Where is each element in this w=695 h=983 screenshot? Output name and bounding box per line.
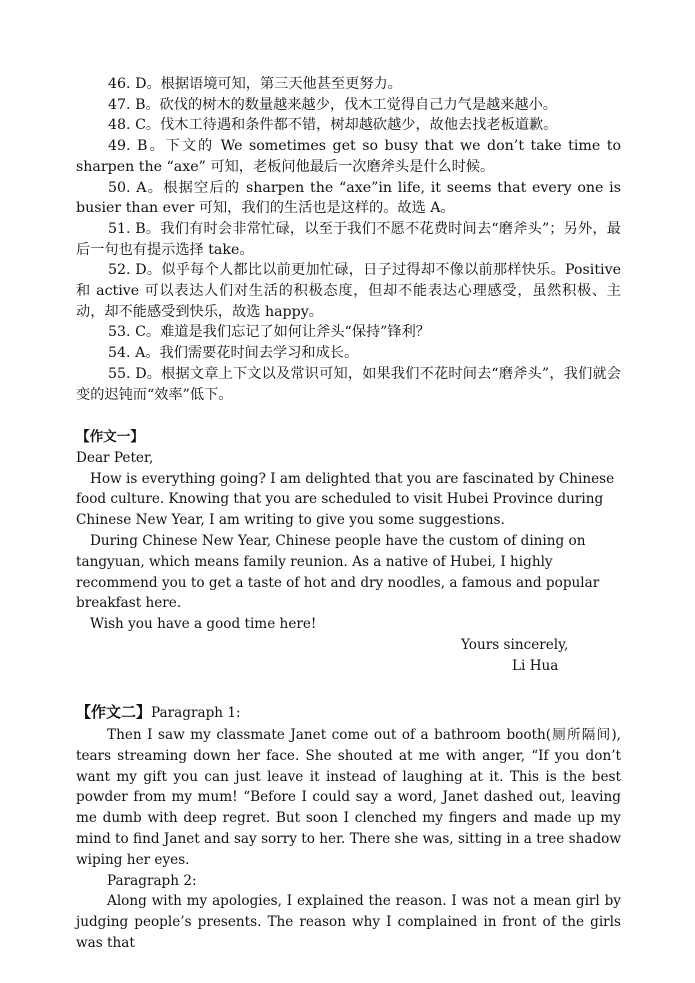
answer-key	[76, 74, 621, 405]
answer-53: 53. C。难道是我们忘记了如何让斧头“保持”锋利？	[108, 324, 430, 341]
salutation: Dear Peter,	[76, 449, 154, 466]
answer-50: 50. A。根据空后的 sharpen the “axe”in life, it seems that every one is busier than ever 可知，我们的生活也是这样的。故选 A。	[76, 179, 621, 217]
paragraph-1-text: Then I saw my classmate Janet come out of a bathroom booth(厕所隔间), tears streaming down her face. She shouted at me with anger, “If you don’t want my gift you can just leave it instead of laughing at it. This is the best powder from my mum! “Before I could say a word, Janet dashed out, leaving me dumb with deep regret. But soon I clenched my fingers and made up my mind to find Janet and say sorry to her. There she was, sitting in a tree shadow wiping her eyes.	[76, 727, 621, 868]
answer-47: 47. B。砍伐的树木的数量越来越少，伐木工觉得自己力气是越来越小。	[108, 96, 557, 113]
paragraph-2-label: Paragraph 2:	[107, 872, 197, 889]
essay-one	[76, 427, 621, 677]
essay-one-heading: 【作文一】	[76, 429, 144, 445]
signature: Li Hua	[512, 657, 559, 674]
essay-one-paragraph: Wish you have a good time here!	[90, 616, 317, 633]
paragraph-2-text: Along with my apologies, I explained the reason. I was not a mean girl by judging people’s presents. The reason why I complained in front of the girls was that	[76, 893, 621, 951]
closing: Yours sincerely,	[461, 636, 569, 653]
paragraph-1-label: Paragraph 1:	[151, 705, 241, 721]
answer-54: 54. A。我们需要花时间去学习和成长。	[108, 345, 359, 362]
answer-46: 46. D。根据语境可知，第三天他甚至更努力。	[108, 76, 402, 92]
answer-48: 48. C。伐木工待遇和条件都不错，树却越砍越少，故他去找老板道歉。	[108, 117, 558, 134]
answer-52: 52. D。似乎每个人都比以前更加忙碌，日子过得却不像以前那样快乐。Positive 和 active 可以表达人们对生活的积极态度，但却不能表达心理感受，虽然积极、主动，却不能感受到快乐，故选 happy。	[76, 262, 621, 320]
essay-two-heading: 【作文二】	[76, 703, 152, 721]
essay-two	[76, 700, 621, 954]
essay-one-paragraph: During Chinese New Year, Chinese people have the custom of dining on tangyuan, which means family reunion. As a native of Hubei, I highly recommend you to get a taste of hot and dry noodles, a famous and popular breakfast here.	[76, 532, 600, 612]
answer-55: 55. D。根据文章上下文以及常识可知，如果我们不花时间去“磨斧头”，我们就会变的迟钝而“效率”低下。	[76, 365, 621, 403]
answer-51: 51. B。我们有时会非常忙碌，以至于我们不愿不花费时间去“磨斧头”；另外，最后一句也有提示选择 take。	[76, 220, 621, 258]
essay-one-paragraph: How is everything going? I am delighted that you are fascinated by Chinese food culture. Knowing that you are scheduled to visit Hubei Province during Chinese New Year, I am writing to give you some suggestions.	[76, 470, 615, 529]
answer-49: 49. B。下文的 We sometimes get so busy that we don’t take time to sharpen the “axe” 可知，老板问他最后一次磨斧头是什么时候。	[76, 138, 621, 175]
